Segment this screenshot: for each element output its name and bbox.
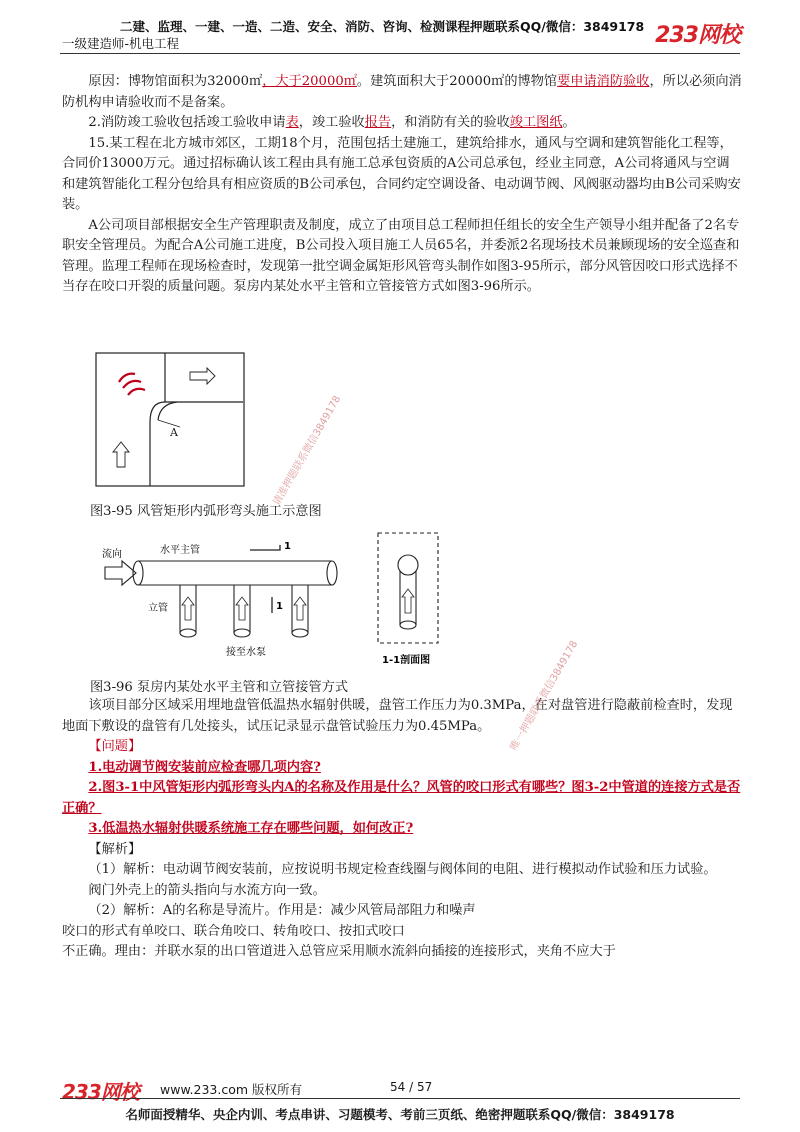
- answer-continuation: [62, 72, 742, 298]
- answer-2-seams: 咬口的形式有单咬口、联合角咬口、转角咬口、按扣式咬口: [62, 923, 405, 939]
- answer-1-detail: 阀门外壳上的箭头指向与水流方向一致。: [88, 882, 326, 898]
- section-number-bottom: 1: [276, 601, 283, 612]
- label-section-view: 1-1剖面图: [382, 655, 431, 666]
- flow-arrow-right-icon: [190, 368, 215, 384]
- header-subject: 一级建造师-机电工程: [62, 36, 180, 51]
- header-divider: [60, 53, 740, 54]
- paragraph-acceptance-docs: 2.消防竣工验收包括竣工验收申请表，竣工验收报告，和消防有关的验收竣工图纸。: [88, 115, 576, 130]
- section-riser-end: [400, 621, 416, 629]
- paragraph-reason: 原因：博物馆面积为32000㎡，大于20000㎡。建筑面积大于20000㎡的博物馆要申请消防验收，所以必须向消防机构申请验收而不是备案。: [62, 74, 742, 110]
- figure-pump-piping: [100, 525, 450, 670]
- questions-heading: 【问题】: [88, 739, 142, 754]
- label-riser: 立管: [148, 603, 168, 614]
- noise-wave-icon: [119, 374, 145, 395]
- riser1-end: [180, 629, 196, 637]
- inner-arc-wall: [150, 402, 165, 486]
- section-arrow-icon: [402, 589, 414, 613]
- figure-duct-elbow: [95, 352, 245, 487]
- figure-caption-3-96: 图3-96 泵房内某处水平主管和立管接管方式: [90, 680, 349, 695]
- riser3-arrow-icon: [294, 597, 306, 620]
- riser2-arrow-icon: [236, 597, 248, 620]
- flow-arrow-up-icon: [113, 442, 129, 467]
- analysis-heading: 【解析】: [88, 841, 142, 857]
- label-main-pipe: 水平主管: [160, 545, 200, 556]
- answer-2-connection: 不正确。理由：并联水泵的出口管道进入总管应采用顺水流斜向插接的连接形式，夹角不应大于: [62, 944, 616, 959]
- flow-direction-arrow-icon: [105, 561, 136, 585]
- footer-site: www.233.com 版权所有: [160, 1082, 302, 1097]
- watermark-2: 唯一押题联系微信3849178: [508, 639, 581, 753]
- question-3: 3.低温热水辐射供暖系统施工存在哪些问题，如何改正?: [88, 821, 414, 836]
- answer-2: （2）解析：A的名称是导流片。作用是：减少风管局部阻力和噪声: [88, 903, 476, 918]
- paragraph-case-intro: 15.某工程在北方城市郊区，工期18个月，范围包括土建施工，建筑给排水，通风与空调和建筑智能化工程等，合同价13000万元。通过招标确认该工程由具有施工总承包资质的A公司总承包，经业主同意，A公司将通风与空调和建筑智能化工程分包给具有相应资质的B公司承包，合同约定空调设备、电动调节阀、风阀驱动器均由B公司采购安装。: [62, 135, 741, 212]
- footer-logo: 233网校: [62, 1080, 139, 1104]
- duct-outline: [96, 353, 244, 486]
- riser3-end: [292, 629, 308, 637]
- answer-1: （1）解析：电动调节阀安装前，应按说明书规定检查线圈与阀体间的电阻、进行模拟动作试验和压力试验。: [88, 862, 717, 877]
- footer-contact-line: 名师面授精华、央企内训、考点串讲、习题模考、考前三页纸、绝密押题联系QQ/微信：3849178: [125, 1107, 675, 1122]
- figure-label-a: A: [170, 426, 178, 439]
- main-pipe-end-right: [327, 561, 337, 585]
- section-mark-top: [250, 545, 280, 550]
- paragraph-case-safety: A公司项目部根据安全生产管理职责及制度，成立了由项目总工程师担任组长的安全生产领导小组并配备了2名专职安全管理员。为配合A公司施工进度，B公司投入项目施工人员65名，并委派2名现场技术员兼顾现场的安全巡查和管理。监理工程师在现场检查时，发现第一批空调金属矩形风管弯头制作如图3-95所示，部分风管因咬口形式选择不当存在咬口开裂的质量问题。泵房内某处水平主管和立管接管方式如图3-96所示。: [62, 217, 740, 294]
- section-main-pipe: [398, 555, 418, 575]
- brand-logo: 233网校: [655, 23, 740, 48]
- guide-vane: [158, 402, 177, 420]
- section-view-frame: [378, 533, 438, 643]
- watermark-1: 请准押题联系微信3849178: [271, 394, 344, 508]
- section-number-top: 1: [284, 541, 291, 552]
- main-pipe-end-left: [133, 561, 143, 585]
- questions-and-answers: [62, 696, 742, 963]
- riser2-end: [234, 629, 250, 637]
- paragraph-heating: 该项目部分区域采用埋地盘管低温热水辐射供暖，盘管工作压力为0.3MPa，在对盘管进行隐蔽前检查时，发现地面下敷设的盘管有几处接头，试压记录显示盘管试验压力为0.45MPa。: [62, 698, 733, 734]
- header-contact-line: 二建、监理、一建、一造、二造、安全、消防、咨询、检测课程押题联系QQ/微信：3849178: [120, 19, 645, 34]
- figure-caption-3-95: 图3-95 风管矩形内弧形弯头施工示意图: [90, 504, 322, 519]
- label-flow: 流向: [102, 549, 122, 560]
- question-2: 2.图3-1中风管矩形内弧形弯头内A的名称及作用是什么？风管的咬口形式有哪些？图3-2中管道的连接方式是否正确？: [62, 780, 741, 816]
- riser1-arrow-icon: [182, 597, 194, 620]
- footer-divider: [60, 1098, 740, 1099]
- page-number: 54 / 57: [390, 1080, 433, 1094]
- label-to-pump: 接至水泵: [226, 647, 266, 658]
- question-1: 1.电动调节阀安装前应检查哪几项内容?: [88, 759, 321, 775]
